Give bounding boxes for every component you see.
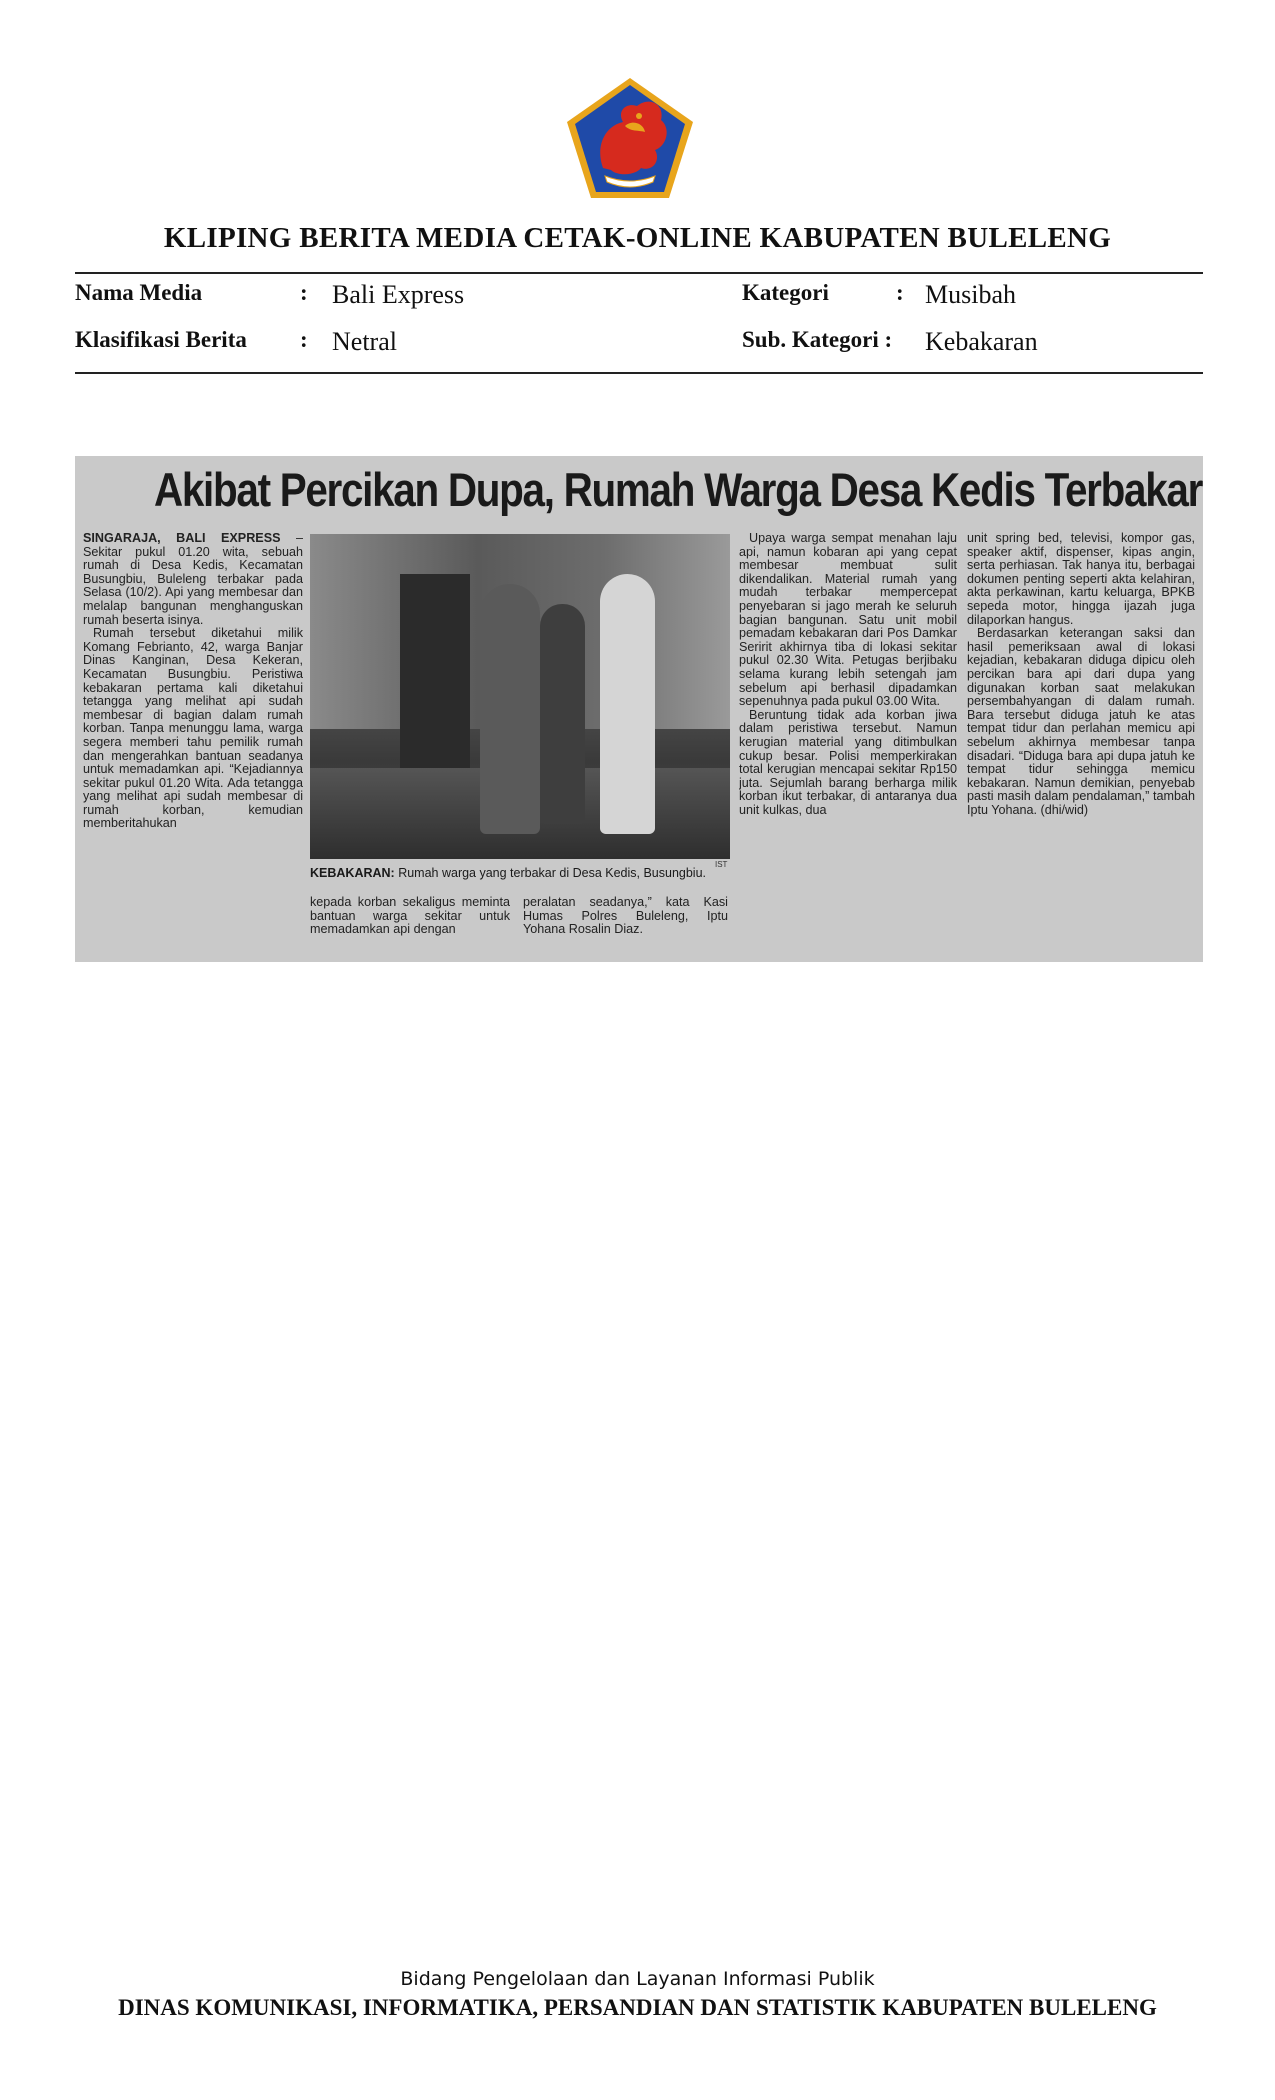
klasifikasi-colon: : [300,327,308,352]
article-col4-para1: Upaya warga sempat menahan laju api, namun kobaran api yang cepat membesar membuat sulit dikendalikan. Material rumah yang mudah terbakar mempercepat penyebaran si jago merah ke seluruh bagian bangunan. Satu unit mobil pemadam kebakaran dari Pos Damkar Seririt akhirnya tiba di lokasi sekitar pukul 02.30 Wita. Petugas berjibaku selama kurang lebih setengah jam sebelum api berhasil dipadamkan sepenuhnya pada pukul 03.00 Wita. [739,532,957,709]
footer-agency: DINAS KOMUNIKASI, INFORMATIKA, PERSANDIAN DAN STATISTIK KABUPATEN BULELENG [118,1995,1157,2020]
klasifikasi-value: Netral [332,327,397,356]
article-column-2 [310,896,510,960]
caption-label: KEBAKARAN: [310,866,395,880]
photo-credit: IST [715,860,728,869]
kategori-value: Musibah [925,280,1016,309]
article-column-4 [739,532,957,960]
subkategori-value: Kebakaran [925,327,1038,356]
kategori-colon: : [896,280,904,305]
article-column-5 [967,532,1195,960]
article-column-3 [523,896,728,960]
article-column-1 [83,532,303,960]
article-col1-para2: Rumah tersebut diketahui milik Komang Febrianto, 42, warga Banjar Dinas Kanginan, Desa Kekeran, Kecamatan Busungbiu. Peristiwa kebakaran pertama kali diketahui tetangga yang melihat api sudah membesar di bagian dalam rumah korban. Tanpa menunggu lama, warga segera memberi tahu pemilik rumah dan mengerahkan bantuan seadanya untuk memadamkan api. “Kejadiannya sekitar pukul 01.20 Wita. Ada tetangga yang melihat api sudah membesar di rumah korban, kemudian memberitahukan [83,626,303,831]
photo-caption [310,866,730,880]
article-col5-para2: Berdasarkan keterangan saksi dan hasil pemeriksaan awal di lokasi kejadian, kebakaran diduga dipicu oleh percikan bara api dari dupa yang digunakan korban saat melakukan persembahyangan di dalam rumah. Bara tersebut diduga jatuh ke atas tempat tidur dan perlahan memicu api sebelum akhirnya membesar tanpa disadari. “Diduga bara api dupa jatuh ke tempat tidur sehingga memicu kebakaran. Namun demikian, penyebab pasti masih dalam pendalaman,” tambah Iptu Yohana. (dhi/wid) [967,626,1195,817]
article-dateline: SINGARAJA, BALI EXPRESS [83,532,281,545]
media-colon: : [300,280,308,305]
article-col2-text: kepada korban sekaligus meminta bantuan warga sekitar untuk memadamkan api dengan [310,896,510,937]
article-col4-para2: Beruntung tidak ada korban jiwa dalam peristiwa tersebut. Namun kerugian material yang ditimbulkan cukup besar. Polisi memperkirakan total kerugian mencapai sekitar Rp150 juta. Sejumlah barang berharga milik korban ikut terbakar, di antaranya dua unit kulkas, dua [739,707,957,817]
buleleng-emblem-logo [565,76,695,200]
article-col3-text: peralatan seadanya,” kata Kasi Humas Polres Buleleng, Iptu Yohana Rosalin Diaz. [523,896,728,937]
subkategori-label: Sub. Kategori : [742,327,893,352]
footer-subtitle: Bidang Pengelolaan dan Layanan Informasi Publik [400,1968,875,1990]
media-value: Bali Express [332,280,465,309]
klasifikasi-label: Klasifikasi Berita [75,327,247,352]
header-top-rule [75,272,1203,274]
article-photo [310,534,730,859]
header-bottom-rule [75,372,1203,374]
article-col1-para1: – Sekitar pukul 01.20 wita, sebuah rumah di Desa Kedis, Kecamatan Busungbiu, Buleleng terbakar pada Selasa (10/2). Api yang membesar dan melalap bangunan menghanguskan rumah beserta isinya. [83,532,303,627]
document-title: KLIPING BERITA MEDIA CETAK-ONLINE KABUPATEN BULELENG [163,222,1112,254]
article-col5-para1: unit spring bed, televisi, kompor gas, speaker aktif, dispenser, kipas angin, serta perhiasan. Tak hanya itu, berbagai dokumen penting seperti akta kelahiran, akta perkawinan, kartu keluarga, BPKB sepeda motor, hingga ijazah juga dilaporkan hangus. [967,532,1195,627]
caption-text: Rumah warga yang terbakar di Desa Kedis, Busungbiu. [394,866,707,880]
article-headline: Akibat Percikan Dupa, Rumah Warga Desa Kedis Terbakar [153,463,1203,516]
emblem-svg [565,76,695,200]
media-label: Nama Media [75,280,203,305]
newspaper-clipping [75,456,1203,962]
kategori-label: Kategori [742,280,829,305]
